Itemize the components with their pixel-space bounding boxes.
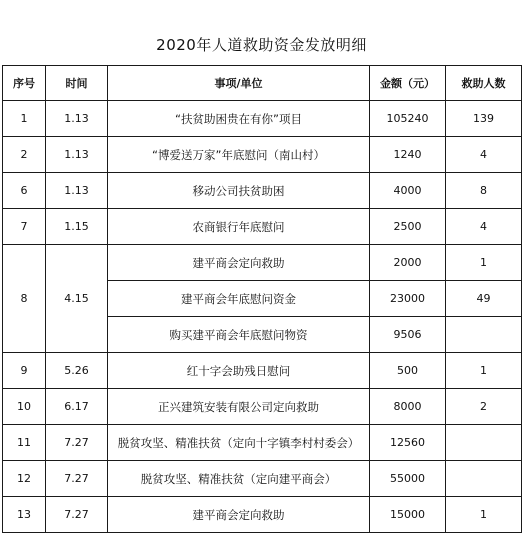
- cell-people: 1: [446, 497, 522, 533]
- cell-item: 农商银行年底慰问: [108, 209, 370, 245]
- header-people: 救助人数: [446, 66, 522, 101]
- cell-item: “博爱送万家”年底慰问（南山村）: [108, 137, 370, 173]
- cell-item: 脱贫攻坚、精准扶贫（定向十字镇李村村委会）: [108, 425, 370, 461]
- cell-people: 4: [446, 209, 522, 245]
- header-amount: 金额（元）: [370, 66, 446, 101]
- cell-amount: 4000: [370, 173, 446, 209]
- cell-time: 5.26: [46, 353, 108, 389]
- cell-time: 1.15: [46, 209, 108, 245]
- table-row: [3, 101, 522, 137]
- cell-amount: 500: [370, 353, 446, 389]
- header-time: 时间: [46, 66, 108, 101]
- table-row: [3, 497, 522, 533]
- cell-seq: 6: [3, 173, 46, 209]
- cell-people: 49: [446, 281, 522, 317]
- cell-amount: 105240: [370, 101, 446, 137]
- cell-time: 1.13: [46, 137, 108, 173]
- table-row: [3, 137, 522, 173]
- cell-seq: 10: [3, 389, 46, 425]
- cell-seq: 9: [3, 353, 46, 389]
- cell-item: 移动公司扶贫助困: [108, 173, 370, 209]
- page-title: 2020年人道救助资金发放明细: [156, 36, 367, 54]
- cell-amount: 23000: [370, 281, 446, 317]
- cell-people: [446, 425, 522, 461]
- cell-item: 建平商会定向救助: [108, 245, 370, 281]
- cell-item: “扶贫助困贵在有你”项目: [108, 101, 370, 137]
- cell-amount: 55000: [370, 461, 446, 497]
- table-row: [3, 389, 522, 425]
- cell-time: 6.17: [46, 389, 108, 425]
- cell-item: 正兴建筑安装有限公司定向救助: [108, 389, 370, 425]
- cell-people: 4: [446, 137, 522, 173]
- cell-time: 7.27: [46, 497, 108, 533]
- cell-people: 8: [446, 173, 522, 209]
- cell-time: 1.13: [46, 101, 108, 137]
- cell-people: 139: [446, 101, 522, 137]
- cell-people: 2: [446, 389, 522, 425]
- table-row: [3, 209, 522, 245]
- cell-people: 1: [446, 245, 522, 281]
- cell-amount: 9506: [370, 317, 446, 353]
- cell-item: 脱贫攻坚、精准扶贫（定向建平商会）: [108, 461, 370, 497]
- header-seq: 序号: [3, 66, 46, 101]
- cell-amount: 8000: [370, 389, 446, 425]
- cell-time: 7.27: [46, 461, 108, 497]
- relief-fund-table: [2, 65, 522, 533]
- table-row: [3, 173, 522, 209]
- cell-amount: 1240: [370, 137, 446, 173]
- cell-amount: 2500: [370, 209, 446, 245]
- cell-item: 建平商会定向救助: [108, 497, 370, 533]
- cell-time: 1.13: [46, 173, 108, 209]
- table-row: [3, 245, 522, 281]
- table-row: [3, 353, 522, 389]
- cell-item: 红十字会助残日慰问: [108, 353, 370, 389]
- cell-time: 7.27: [46, 425, 108, 461]
- cell-people: [446, 317, 522, 353]
- cell-seq: 1: [3, 101, 46, 137]
- cell-seq: 7: [3, 209, 46, 245]
- cell-item: 购买建平商会年底慰问物资: [108, 317, 370, 353]
- cell-seq: 11: [3, 425, 46, 461]
- cell-seq: 13: [3, 497, 46, 533]
- cell-amount: 2000: [370, 245, 446, 281]
- cell-seq: 8: [3, 245, 46, 353]
- table-row: [3, 425, 522, 461]
- cell-amount: 12560: [370, 425, 446, 461]
- table-row: [3, 461, 522, 497]
- header-item: 事项/单位: [108, 66, 370, 101]
- table-header-row: [3, 66, 522, 101]
- cell-seq: 12: [3, 461, 46, 497]
- cell-people: [446, 461, 522, 497]
- cell-time: 4.15: [46, 245, 108, 353]
- cell-amount: 15000: [370, 497, 446, 533]
- cell-item: 建平商会年底慰问资金: [108, 281, 370, 317]
- cell-seq: 2: [3, 137, 46, 173]
- cell-people: 1: [446, 353, 522, 389]
